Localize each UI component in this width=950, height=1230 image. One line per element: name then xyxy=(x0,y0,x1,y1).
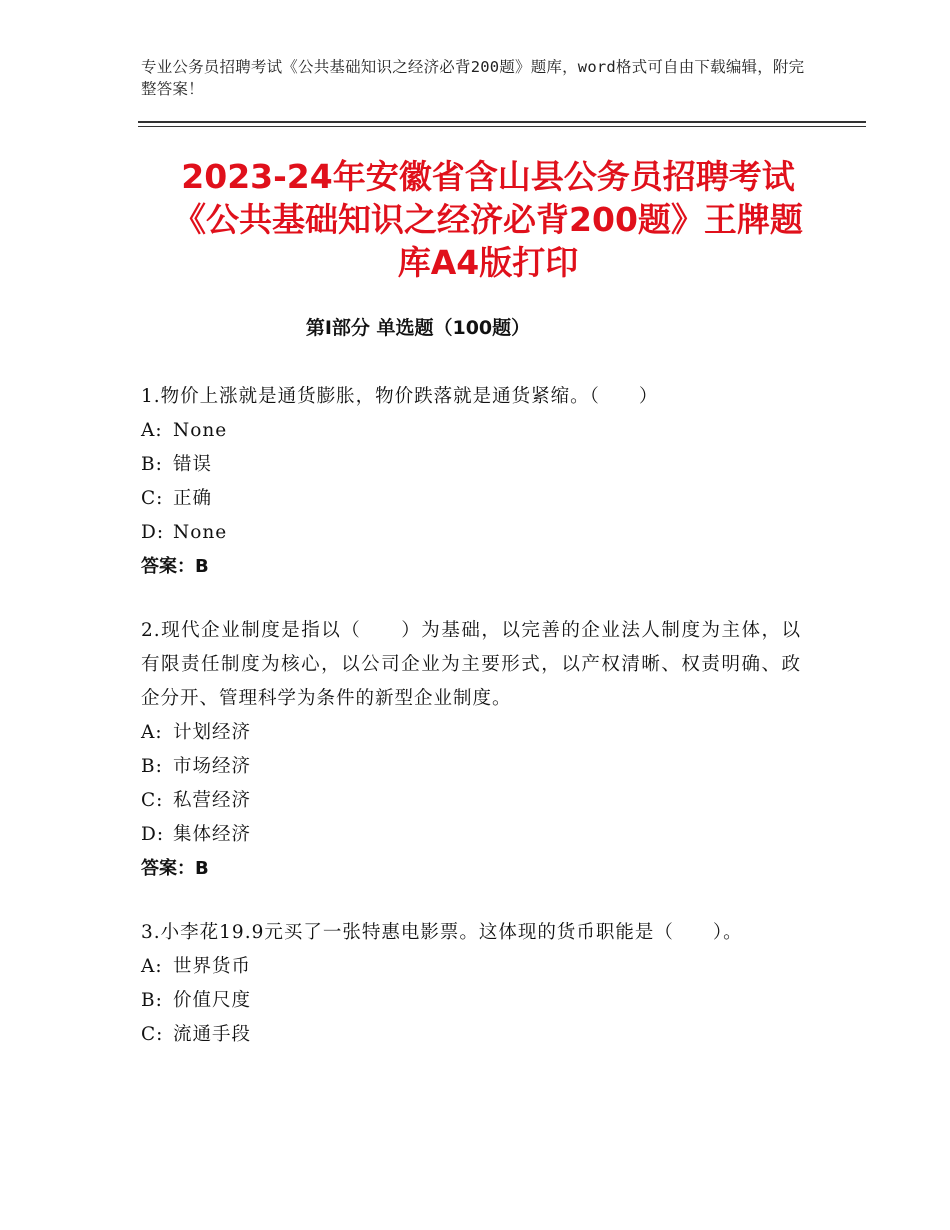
option-text: 市场经济 xyxy=(173,756,252,777)
option-text: 价值尺度 xyxy=(173,990,252,1011)
question-1 xyxy=(141,380,801,584)
answer: 答案：B xyxy=(141,858,209,879)
option-text: 计划经济 xyxy=(173,722,252,743)
option-letter: C: xyxy=(141,790,164,811)
section-title: 第Ⅰ部分 单选题（100题） xyxy=(305,317,531,339)
option-letter: D: xyxy=(141,824,165,845)
option-c xyxy=(141,784,801,818)
option-letter: B: xyxy=(141,756,163,777)
header-note: 专业公务员招聘考试《公共基础知识之经济必背200题》题库，word格式可自由下载编辑，附完整答案！ xyxy=(141,58,805,98)
option-d xyxy=(141,818,801,852)
title-line: 库A4版打印 xyxy=(397,243,579,282)
option-b xyxy=(141,448,801,482)
option-text: 私营经济 xyxy=(173,790,252,811)
option-a xyxy=(141,950,801,984)
option-text: None xyxy=(173,522,228,543)
option-b xyxy=(141,750,801,784)
option-letter: A: xyxy=(141,722,163,743)
question-stem: 1.物价上涨就是通货膨胀，物价跌落就是通货紧缩。（ ） xyxy=(141,386,659,407)
header-rule-thin xyxy=(138,126,866,127)
option-c xyxy=(141,482,801,516)
option-a xyxy=(141,716,801,750)
answer: 答案：B xyxy=(141,556,209,577)
option-letter: D: xyxy=(141,522,165,543)
question-stem: 2.现代企业制度是指以（ ）为基础，以完善的企业法人制度为主体，以有限责任制度为核心，以公司企业为主要形式，以产权清晰、权责明确、政企分开、管理科学为条件的新型企业制度。 xyxy=(141,620,801,709)
option-letter: C: xyxy=(141,1024,164,1045)
option-text: 流通手段 xyxy=(173,1024,252,1045)
document-title xyxy=(138,155,838,284)
question-stem: 3.小李花19.9元买了一张特惠电影票。这体现的货币职能是（ ）。 xyxy=(141,922,743,943)
question-3 xyxy=(141,916,801,1052)
option-letter: A: xyxy=(141,956,163,977)
option-text: 世界货币 xyxy=(173,956,252,977)
header-rule-thick xyxy=(138,121,866,123)
option-letter: B: xyxy=(141,454,163,475)
option-c xyxy=(141,1018,801,1052)
option-text: None xyxy=(173,420,228,441)
question-2 xyxy=(141,614,801,886)
title-line: 《公共基础知识之经济必背200题》王牌题 xyxy=(173,200,803,239)
option-letter: B: xyxy=(141,990,163,1011)
option-d xyxy=(141,516,801,550)
option-letter: A: xyxy=(141,420,163,441)
option-text: 错误 xyxy=(173,454,213,475)
option-text: 正确 xyxy=(173,488,213,509)
option-text: 集体经济 xyxy=(173,824,252,845)
option-a xyxy=(141,414,801,448)
question-list xyxy=(141,380,801,1082)
option-letter: C: xyxy=(141,488,164,509)
option-b xyxy=(141,984,801,1018)
title-line: 2023-24年安徽省含山县公务员招聘考试 xyxy=(181,157,795,196)
